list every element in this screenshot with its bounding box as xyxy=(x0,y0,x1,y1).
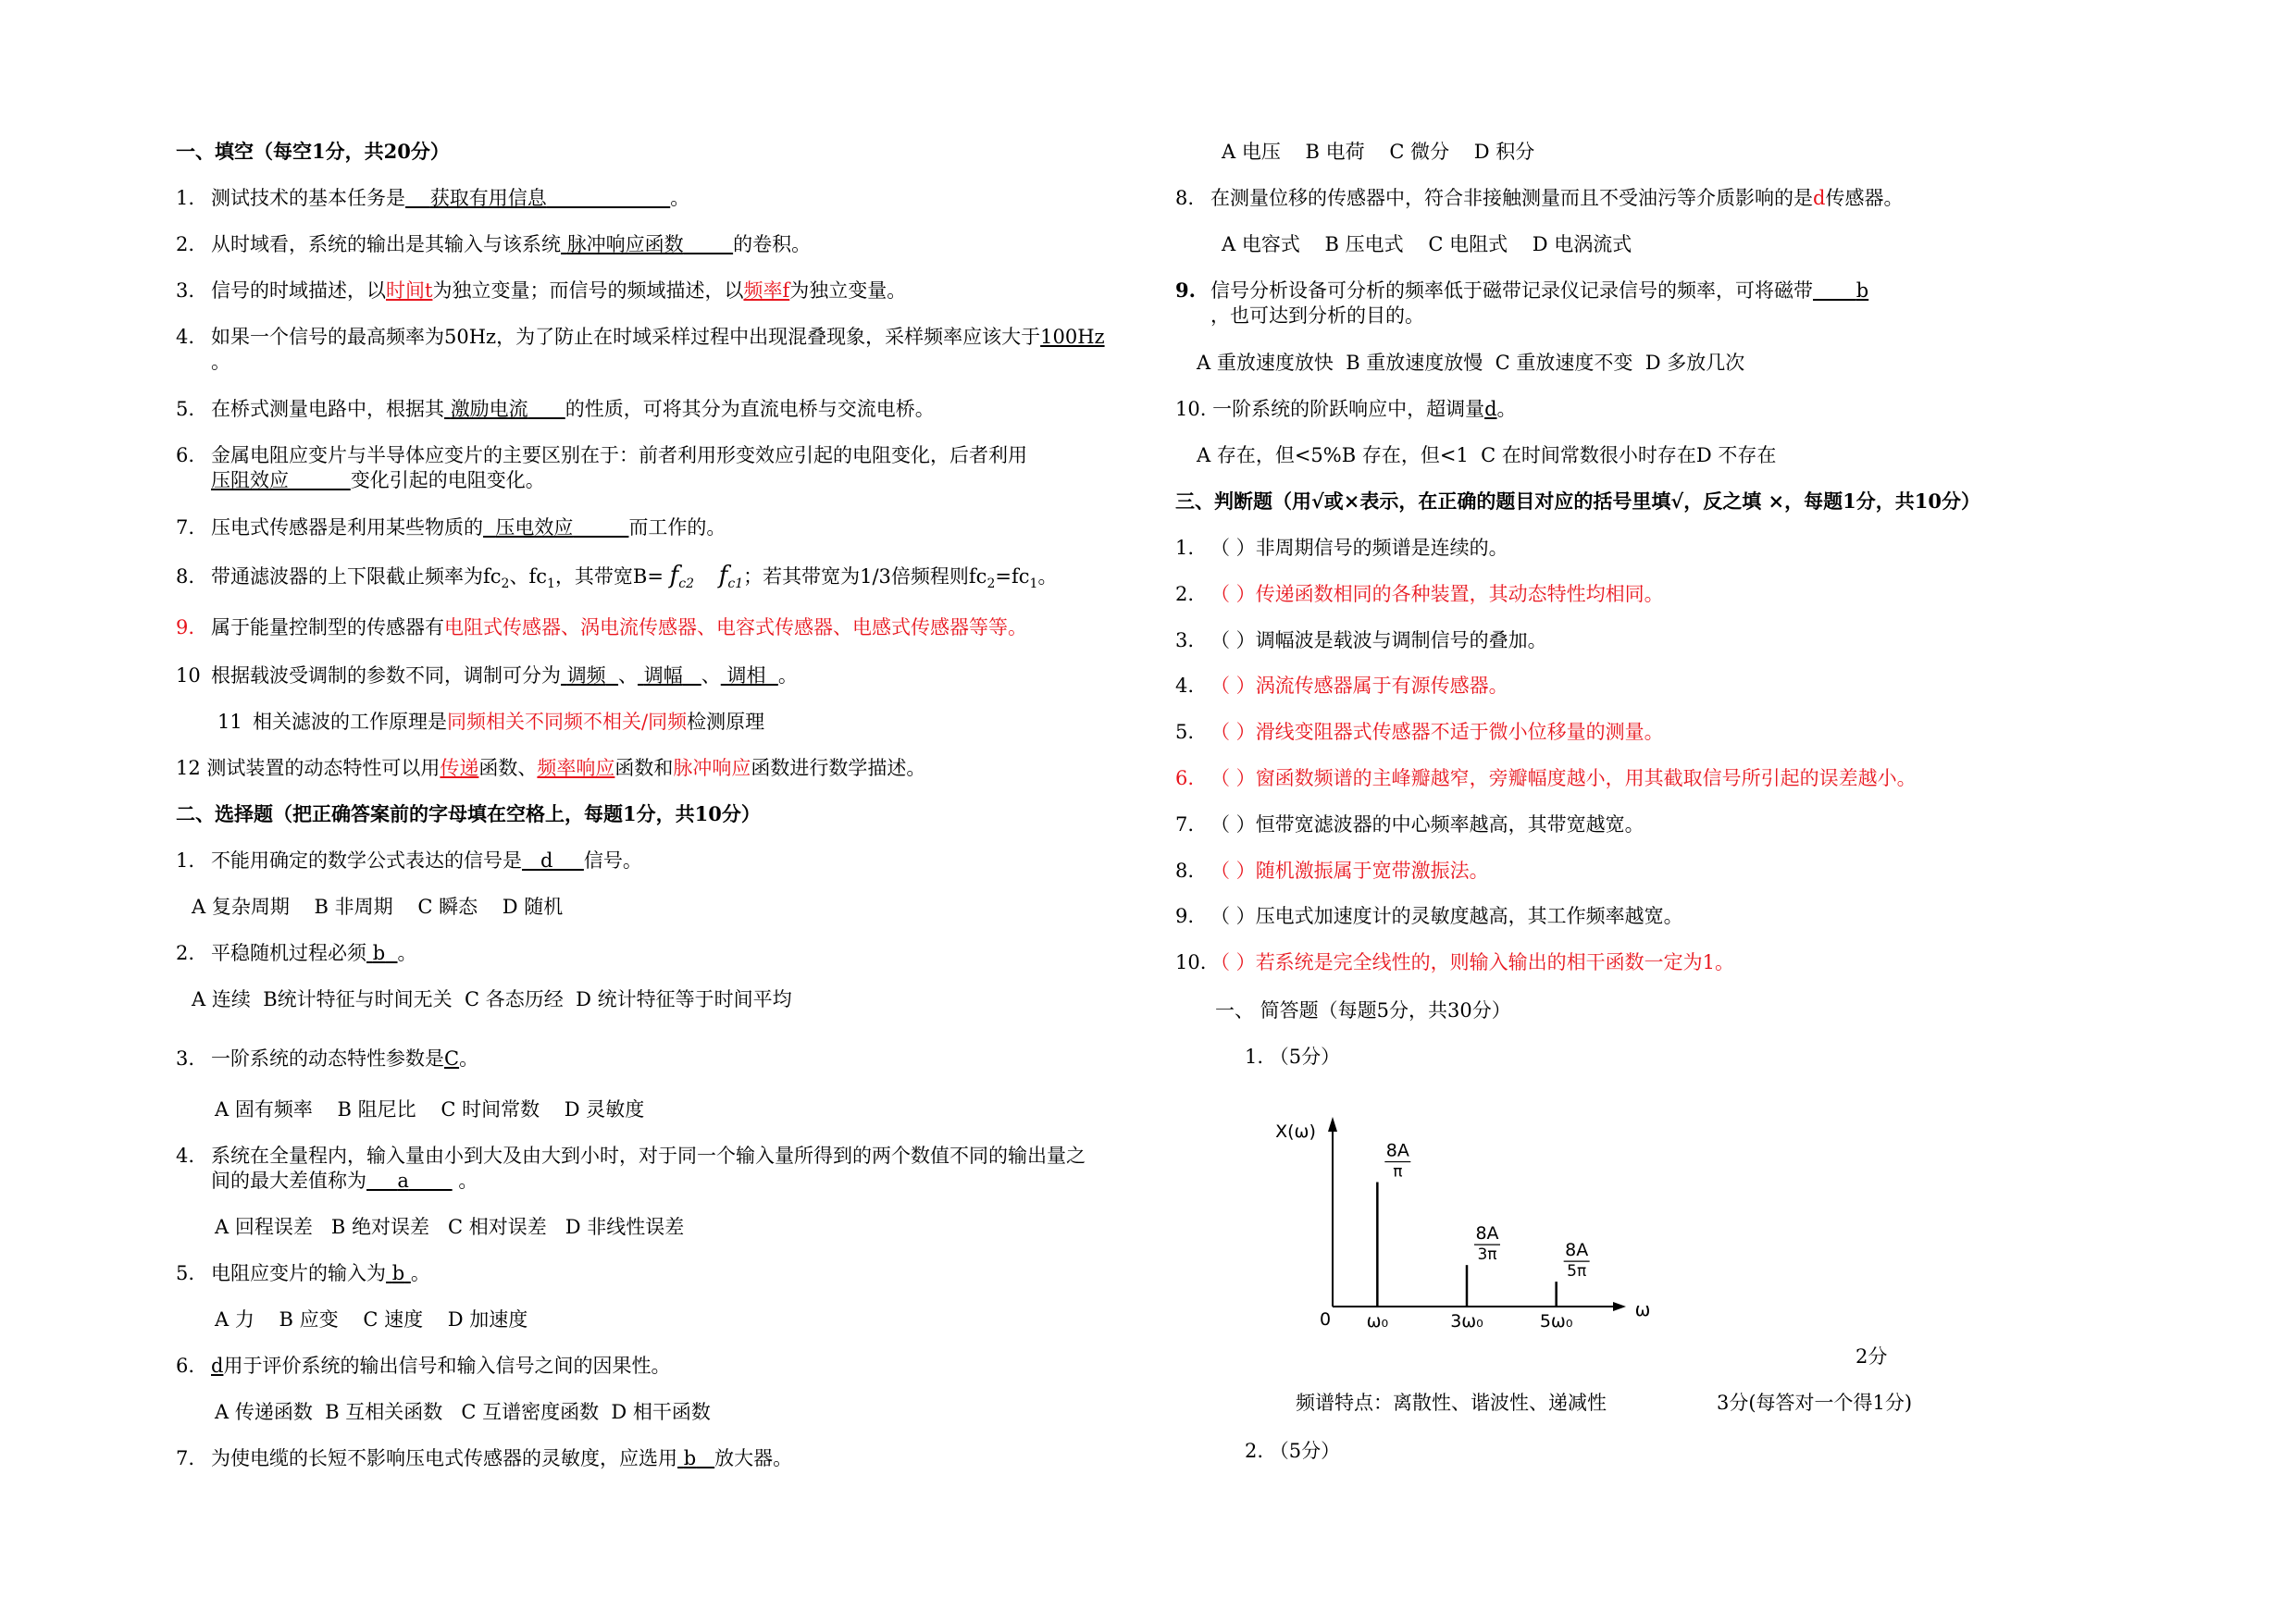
fill-q4: 4. 如果一个信号的最高频率为50Hz，为了防止在时域采样过程中出现混叠现象，采样频率应该大于100Hz xyxy=(176,326,1105,348)
bar-label-denominator: 3π xyxy=(1477,1245,1497,1265)
x-tick-label: ω₀ xyxy=(1366,1311,1389,1332)
judgement-item: 3. （ ）调幅波是载波与调制信号的叠加。 xyxy=(1175,628,1547,651)
fill-q1: 1. 测试技术的基本任务是 获取有用信息 。 xyxy=(176,187,690,209)
fill-q12: 12 测试装置的动态特性可以用传递函数、频率响应函数和脉冲响应函数进行数学描述。 xyxy=(176,757,926,779)
choice-q4: 4. 系统在全量程内，输入量由小到大及由大到小时，对于同一个输入量所得到的两个数值不同的输出量之 xyxy=(176,1145,1086,1167)
fill-q11: 11 相关滤波的工作原理是同频相关不同频不相关/同频检测原理 xyxy=(217,711,765,733)
answer-bracket: （ ） xyxy=(1210,767,1256,789)
fill-q9: 9. 属于能量控制型的传感器有电阻式传感器、涡电流传感器、电容式传感器、电感式传感器等等。 xyxy=(176,616,1027,638)
choice-q4-cont: 间的最大差值称为 a 。 xyxy=(211,1170,478,1192)
score-3: 3分(每答对一个得1分) xyxy=(1717,1392,1913,1414)
fill-q8: 8. 带通滤波器的上下限截止频率为$fc_2$、$fc_1$，其带宽$B= f_{c2}$ $f_{c1}$；若其带宽为1/3倍频程则$fc_2=fc_1$。 xyxy=(176,562,1058,592)
judgement-item: 8. （ ）随机激振属于宽带激振法。 xyxy=(1175,859,1489,882)
x-tick-label: 5ω₀ xyxy=(1539,1311,1573,1332)
judgement-item: 2. （ ）传递函数相同的各种装置，其动态特性均相同。 xyxy=(1175,582,1664,605)
fill-q2: 2. 从时域看，系统的输出是其输入与该系统 脉冲响应函数 的卷积。 xyxy=(176,233,812,255)
choice-q2: 2. 平稳随机过程必须 b 。 xyxy=(176,942,417,964)
short-answer-1: 1. （5分） xyxy=(1245,1046,1341,1068)
judgement-item: 1. （ ）非周期信号的频谱是连续的。 xyxy=(1175,537,1508,559)
choice-q9-cont: ，也可达到分析的目的。 xyxy=(1210,304,1424,327)
choice-q7-options: A 电压 B 电荷 C 微分 D 积分 xyxy=(1222,141,1535,163)
fill-q7: 7. 压电式传感器是利用某些物质的 压电效应 而工作的。 xyxy=(176,516,726,539)
choice-q10-options: A 存在，但<5%B 存在，但<1 C 在时间常数很小时存在D 不存在 xyxy=(1197,444,1777,466)
judgement-item: 7. （ ）恒带宽滤波器的中心频率越高，其带宽越宽。 xyxy=(1175,812,1644,836)
section-3-heading: 三、判断题（用√或×表示，在正确的题目对应的括号里填√，反之填 ×，每题1分，共10分） xyxy=(1175,489,1980,513)
short-answer-2: 2. （5分） xyxy=(1245,1440,1341,1462)
fill-q6-cont: 压阻效应 变化引起的电阻变化。 xyxy=(211,469,545,491)
judgement-item: 5. （ ）滑线变阻器式传感器不适于微小位移量的测量。 xyxy=(1175,721,1664,744)
choice-q4-options: A 回程误差 B 绝对误差 C 相对误差 D 非线性误差 xyxy=(215,1216,685,1238)
fill-q4-end: 。 xyxy=(211,351,230,373)
answer-bracket: （ ） xyxy=(1210,812,1256,836)
choice-q6: 6. d用于评价系统的输出信号和输入信号之间的因果性。 xyxy=(176,1355,671,1377)
bar-label-denominator: 5π xyxy=(1567,1262,1587,1282)
choice-q6-options: A 传递函数 B 互相关函数 C 互谱密度函数 D 相干函数 xyxy=(215,1401,711,1423)
answer-bracket: （ ） xyxy=(1210,721,1256,744)
choice-q3: 3. 一阶系统的动态特性参数是C。 xyxy=(176,1047,479,1070)
choice-q7: 7. 为使电缆的长短不影响压电式传感器的灵敏度，应选用 b 放大器。 xyxy=(176,1447,793,1469)
choice-q3-options: A 固有频率 B 阻尼比 C 时间常数 D 灵敏度 xyxy=(215,1098,645,1121)
fill-q5: 5. 在桥式测量电路中，根据其 激励电流 的性质，可将其分为直流电桥与交流电桥。 xyxy=(176,398,935,420)
choice-q8: 8. 在测量位移的传感器中，符合非接触测量而且不受油污等介质影响的是d传感器。 xyxy=(1175,187,1904,209)
origin-label: 0 xyxy=(1319,1309,1332,1330)
fill-q3: 3. 信号的时域描述，以时间t为独立变量；而信号的频域描述，以频率f为独立变量。 xyxy=(176,279,907,302)
choice-q1-options: A 复杂周期 B 非周期 C 瞬态 D 随机 xyxy=(192,896,564,918)
x-axis-arrow xyxy=(1613,1302,1626,1311)
judgement-item: 10. （ ）若系统是完全线性的，则输入输出的相干函数一定为1。 xyxy=(1175,951,1735,974)
choice-q5-options: A 力 B 应变 C 速度 D 加速度 xyxy=(215,1308,528,1331)
answer-bracket: （ ） xyxy=(1210,905,1256,928)
answer-bracket: （ ） xyxy=(1210,951,1256,974)
answer-bracket: （ ） xyxy=(1210,675,1256,698)
choice-q9: 9. 信号分析设备可分析的频率低于磁带记录仪记录信号的频率，可将磁带 b xyxy=(1175,279,1869,302)
spectrum-note: 频谱特点：离散性、谐波性、递减性 xyxy=(1296,1392,1607,1414)
judgement-item: 9. （ ）压电式加速度计的灵敏度越高，其工作频率越宽。 xyxy=(1175,905,1683,928)
choice-q5: 5. 电阻应变片的输入为 b 。 xyxy=(176,1262,430,1284)
spectrum-chart xyxy=(1254,1106,1670,1346)
choice-q2-options: A 连续 B统计特征与时间无关 C 各态历经 D 统计特征等于时间平均 xyxy=(192,988,792,1010)
fill-q10: 10 根据载波受调制的参数不同，调制可分为 调频 、 调幅 、 调相 。 xyxy=(176,664,798,687)
judgement-item: 4. （ ）涡流传感器属于有源传感器。 xyxy=(1175,675,1508,698)
choice-q8-options: A 电容式 B 压电式 C 电阻式 D 电涡流式 xyxy=(1222,233,1632,255)
answer-bracket: （ ） xyxy=(1210,582,1256,605)
score-2: 2分 xyxy=(1855,1345,1888,1368)
x-tick-label: 3ω₀ xyxy=(1450,1311,1483,1332)
answer-bracket: （ ） xyxy=(1210,628,1256,651)
judgement-item: 6. （ ）窗函数频谱的主峰瓣越窄，旁瓣幅度越小，用其截取信号所引起的误差越小。 xyxy=(1175,767,1917,789)
section-4-heading: 一、 简答题（每题5分，共30分） xyxy=(1215,999,1511,1022)
answer-bracket: （ ） xyxy=(1210,859,1256,882)
section-2-heading: 二、选择题（把正确答案前的字母填在空格上，每题1分，共10分） xyxy=(176,802,761,825)
y-axis-label: X(ω) xyxy=(1275,1121,1316,1142)
bar-label-numerator: 8A xyxy=(1475,1223,1499,1245)
bar-label-numerator: 8A xyxy=(1565,1240,1589,1261)
fill-q6: 6. 金属电阻应变片与半导体应变片的主要区别在于：前者利用形变效应引起的电阻变化，后者利用 xyxy=(176,444,1027,466)
bar-label-denominator: π xyxy=(1393,1162,1403,1182)
y-axis-arrow xyxy=(1328,1117,1337,1132)
choice-q1: 1. 不能用确定的数学公式表达的信号是 d 信号。 xyxy=(176,849,642,872)
x-axis-label: ω xyxy=(1634,1298,1651,1320)
answer-bracket: （ ） xyxy=(1210,537,1256,559)
choice-q10: 10. 一阶系统的阶跃响应中，超调量d。 xyxy=(1175,398,1517,420)
bar-label-numerator: 8A xyxy=(1385,1140,1409,1161)
section-1-heading: 一、填空（每空1分，共20分） xyxy=(176,140,450,163)
choice-q9-options: A 重放速度放快 B 重放速度放慢 C 重放速度不变 D 多放几次 xyxy=(1197,352,1745,374)
